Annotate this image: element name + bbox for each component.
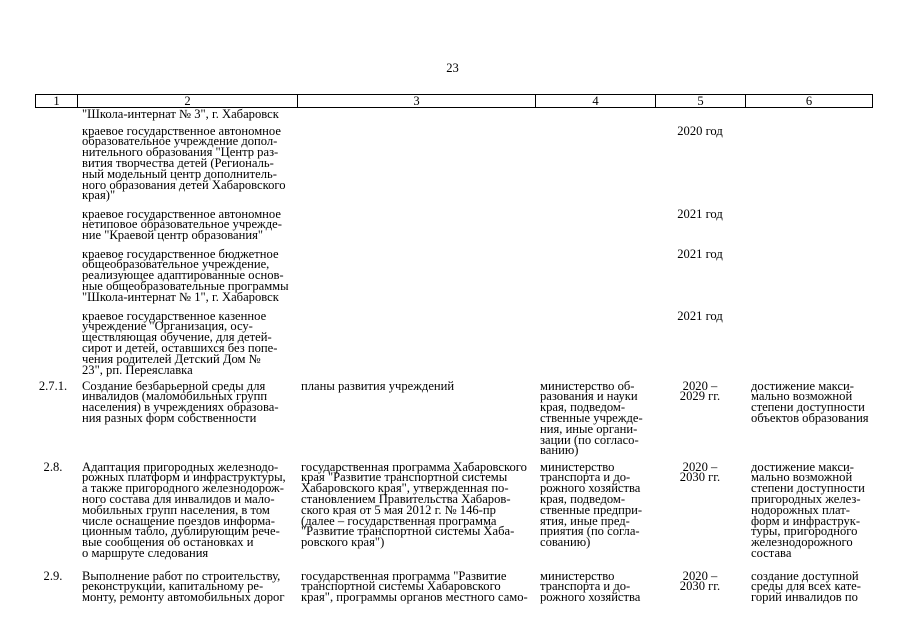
header-cell-3: 3	[297, 95, 535, 107]
implementation-period: 2020 год	[677, 123, 723, 138]
expected-result: достижение макси- мально возможной степени доступности пригородных желез- нодорожных плат- форм и инфраструк- туры, пригородного железнодорожного состава	[751, 459, 865, 560]
legal-basis: государственная программа "Развитие транспортной системы Хабаровского края", программы органов местного само-	[301, 568, 528, 605]
measure-description: краевое государственное автономное нетиповое образовательное учрежде- ние "Краевой центр образования"	[82, 206, 282, 243]
measure-description: "Школа-интернат № 3", г. Хабаровск	[82, 106, 279, 121]
header-cell-6: 6	[745, 95, 873, 107]
responsible-executors: министерство транспорта и до- рожного хозяйства	[540, 568, 641, 605]
page-number: 23	[446, 61, 459, 75]
measure-description: Выполнение работ по строительству, реконструкции, капитальному ре- монту, ремонту автомобильных дорог	[82, 568, 285, 605]
implementation-period: 2020 – 2030 гг.	[679, 459, 721, 485]
implementation-period: 2021 год	[677, 308, 723, 323]
header-cell-4: 4	[535, 95, 655, 107]
header-cell-5: 5	[655, 95, 745, 107]
measure-description: Адаптация пригородных железнодо- рожных платформ и инфраструктуры, а также пригородного железнодорож- ного состава для инвалидов и мало- мобильных групп населения, в том числе оснащение поездов информа- ционным табло, дублирующим рече- вые сообщения об остановках и о маршруте следования	[82, 459, 286, 560]
implementation-period: 2020 – 2029 гг.	[679, 378, 721, 404]
header-cell-1: 1	[35, 95, 77, 107]
header-cell-2: 2	[77, 95, 297, 107]
implementation-period: 2021 год	[677, 206, 723, 221]
row-number: 2.8.	[43, 459, 63, 474]
expected-result: создание доступной среды для всех кате- горий инвалидов по	[751, 568, 861, 605]
responsible-executors: министерство транспорта и до- рожного хозяйства края, подведом- ственные предпри- ятия, иные пред- приятия (по согла- сованию)	[540, 459, 643, 550]
measure-description: краевое государственное бюджетное общеобразовательное учреждение, реализующее адаптированные основ- ные общеобразовательные программы "Школа-интернат № 1", г. Хабаровск	[82, 246, 289, 304]
row-number: 2.7.1.	[38, 378, 68, 393]
table-header	[35, 94, 873, 108]
expected-result: достижение макси- мально возможной степени доступности объектов образования	[751, 378, 869, 425]
legal-basis: государственная программа Хабаровского края "Развитие транспортной системы Хабаровского края", утвержденная по- становлением Правительства Хабаров- ского края от 5 мая 2012 г. № 146-пр (далее – государственная программа "Развитие транспортной системы Хаба- ровского края")	[301, 459, 527, 550]
legal-basis: планы развития учреждений	[301, 378, 455, 393]
implementation-period: 2021 год	[677, 246, 723, 261]
implementation-period: 2020 – 2030 гг.	[679, 568, 721, 594]
measure-description: Создание безбарьерной среды для инвалидов (маломобильных групп населения) в учреждениях образова- ния разных форм собственности	[82, 378, 279, 425]
measure-description: краевое государственное автономное образовательное учреждение допол- нительного образования "Центр раз- вития творчества детей (Региональ- ный модельный центр дополнитель- ного образования детей Хабаровского края)"	[82, 123, 286, 203]
measure-description: краевое государственное казенное учреждение "Организация, осу- ществляющая обучение, для детей- сирот и детей, оставшихся без попе- чения родителей Детский Дом № 23", рп. Переяславка	[82, 308, 278, 377]
responsible-executors: министерство об- разования и науки края, подведом- ственные учрежде- ния, иные органи- зации (по согласо- ванию)	[540, 378, 643, 458]
row-number: 2.9.	[43, 568, 63, 583]
